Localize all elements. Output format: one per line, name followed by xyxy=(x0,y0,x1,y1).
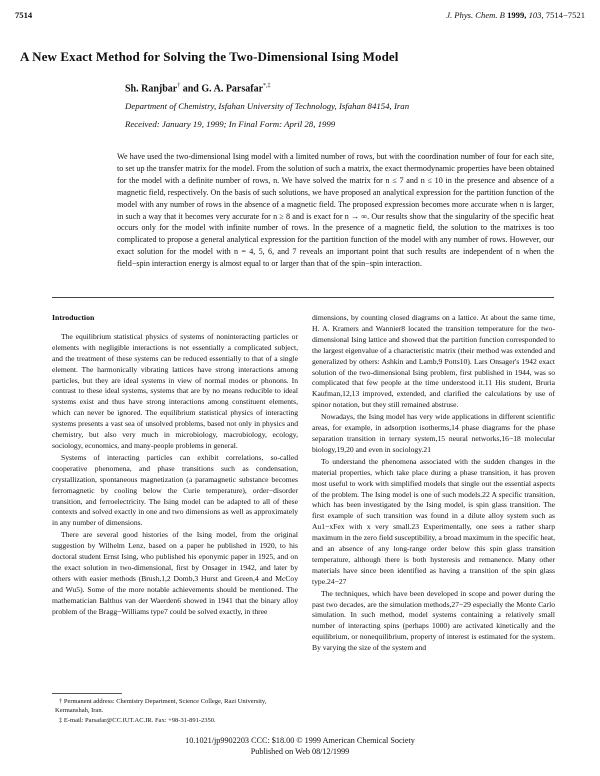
affiliation: Department of Chemistry, Isfahan University of Technology, Isfahan 84154, Iran xyxy=(125,101,410,111)
journal-year: 1999, xyxy=(507,10,527,20)
paragraph: Systems of interacting particles can exhibit correlations, so-called cooperative phenomena, and phase transitions such as condensation, crystallization, spontaneous magnetization (a paramagnetic substance becomes ferromagnetic by cooling below the Curie temperature), order−disorder transition, and ferroelectricity. The Ising model can be adapted to all of these contexts and solved exactly in one and two dimensions as well as approximately in any number of dimensions. xyxy=(52,452,298,528)
footnote-divider xyxy=(52,693,122,694)
right-column xyxy=(312,313,555,655)
footnote: † Permanent address: Chemistry Department, Science College, Razi University, Kermanshah, Iran. xyxy=(55,698,267,715)
running-head xyxy=(15,10,585,24)
received-dates: Received: January 19, 1999; In Final Form: April 28, 1999 xyxy=(125,119,336,129)
publication-footer xyxy=(0,736,600,757)
journal-pages: 7514−7521 xyxy=(545,10,585,20)
journal-volume: 103, xyxy=(528,10,544,20)
author-2: G. A. Parsafar xyxy=(201,83,264,95)
author-conjunction: and xyxy=(180,83,202,95)
article-title: A New Exact Method for Solving the Two-Dimensional Ising Model xyxy=(20,49,399,64)
abstract: We have used the two-dimensional Ising model with a limited number of rows, but with the coordination number of four for each site, to set up the transfer matrix for the model. From the solution of such a matrix, the exact thermodynamic properties have been obtained for the model with a definite number of rows, n. We have solved the matrix for n ≤ 7 and n ≤ 10 in the presence and absence of a magnetic field, respectively. On the basis of such solutions, we have proposed an analytical expression for the partition function of the model with any number of rows in the absence of a magnetic field. The proposed expression becomes more accurate when n is larger, in such a way that it becomes very accurate for n ≥ 8 and is exact for n → ∞. Our results show that the singularity of the specific heat occurs only for the model with infinite number of rows. In the presence of a magnetic field, the solution to the matrixes is too complicated to propose a general analytical expression for the partition function of the model with any number of rows. However, our exact solution for the model with n = 4, 5, 6, and 7 reveals an important point that such results are independent of n when the field−spin interaction energy is almost equal to or larger than that of the spin−spin interaction. xyxy=(117,152,554,269)
footnotes xyxy=(55,697,298,725)
paragraph: The techniques, which have been developed in scope and power during the past two decades, are the simulation methods,27−29 especially the Monte Carlo simulation. In such method, model systems containing a relatively small number of interacting spins (perhaps 1000) are activated kinetically and the equilibrium, or nonequilibrium, property of interest is estimated for the system. By varying the size of the system and xyxy=(312,588,555,653)
journal-citation xyxy=(446,10,585,20)
author-2-mark: *,‡ xyxy=(263,83,271,89)
left-column xyxy=(52,313,298,618)
paragraph: Nowadays, the Ising model has very wide applications in different scientific areas, for example, in adsorption isotherms,14 phase diagrams for the phase separation transition in ternary system,15 neural networks,16−18 molecular biology,19,20 and even in sociology.21 xyxy=(312,412,555,454)
author-1-mark: † xyxy=(177,83,181,89)
section-heading-introduction: Introduction xyxy=(52,313,95,322)
paragraph: dimensions, by counting closed diagrams on a lattice. At about the same time, H. A. Kramers and Wannier8 located the transition temperature for the two-dimensional Ising lattice and showed that the partition function corresponded to the largest eigenvalue of a characteristic matrix (their method was extended and generalized by others: Ashkin and Lamb,9 Potts10). Lars Onsager's 1942 exact solution of the two-dimensional Ising problem, first published in 1944, was so complicated that few people at the time understood it.11 His student, Bruria Kaufman,12,13 improved, extended, and clarified the calculations by use of spinor notation, but they still remained abstruse. xyxy=(312,313,555,410)
footnote: ‡ E-mail: Parsafar@CC.IUT.AC.IR. Fax: +98-31-891-2350. xyxy=(59,716,216,724)
doi-line: 10.1021/jp9902203 CCC: $18.00 © 1999 American Chemical Society xyxy=(185,736,415,745)
published-date: Published on Web 08/12/1999 xyxy=(250,746,350,756)
paragraph: There are several good histories of the Ising model, from the original suggestion by Wilhelm Lenz, based on a paper he published in 1920, to his doctoral student Ernst Ising, who published his eponymic paper in 1925, and on the exact solution in two-dimensional, first by Onsager in 1942, and later by others with easier methods (Brush,1,2 Domb,3 Hurst and Green,4 and McCoy and Wu5). Some of the more notable achievements should be mentioned. The mathematician Balthus van der Waerden6 showed in 1941 that the binary alloy problem of the Bragg−Williams type7 could be solved exactly, in three xyxy=(52,530,298,616)
page-number: 7514 xyxy=(15,10,33,20)
author-line xyxy=(125,83,271,94)
journal-name: J. Phys. Chem. B xyxy=(446,10,505,20)
section-divider xyxy=(52,297,554,298)
author-1: Sh. Ranjbar xyxy=(125,83,178,95)
paragraph: The equilibrium statistical physics of systems of noninteracting particles or elements with negligible interactions is not essentially a complicated subject, and the treatment of these systems can be reduced essentially to that of a single element. The harmonically vibrating lattices have strong interactions among particles, but they are ideal systems in view of normal modes or phonons. In contrast to these ideal systems, systems that are by no means reducible to ideal systems exist and thus have strong interactions among constituent elements, which can never be ignored. The equilibrium statistical physics of interacting systems presents a vast sea of unsolved problems, based not only in physics and chemistry, but also very much in microbiology, macrobiology, ecology, sociology, economics, and many-people problems in general. xyxy=(52,331,298,450)
paragraph: To understand the phenomena associated with the sudden changes in the material properties, which take place during a phase transition, it has proven most useful to work with simplified models that single out the essential aspects of the problem. The Ising model is one of such models.22 A specific transition, which has been investigated by the Ising model, is spin glass transition. The first example of such transition was found in a dilute alloy system such as Au1−xFex with x very small.23 Experimentally, one sees a rather sharp maximum in the zero field susceptibility, a broad maximum in the specific heat, and an absence of any long-range order below this spin glass transition temperature, although there is both hysteresis and remanence. Many other materials have since been identified as having a transition of the spin glass type.24−27 xyxy=(312,456,555,586)
